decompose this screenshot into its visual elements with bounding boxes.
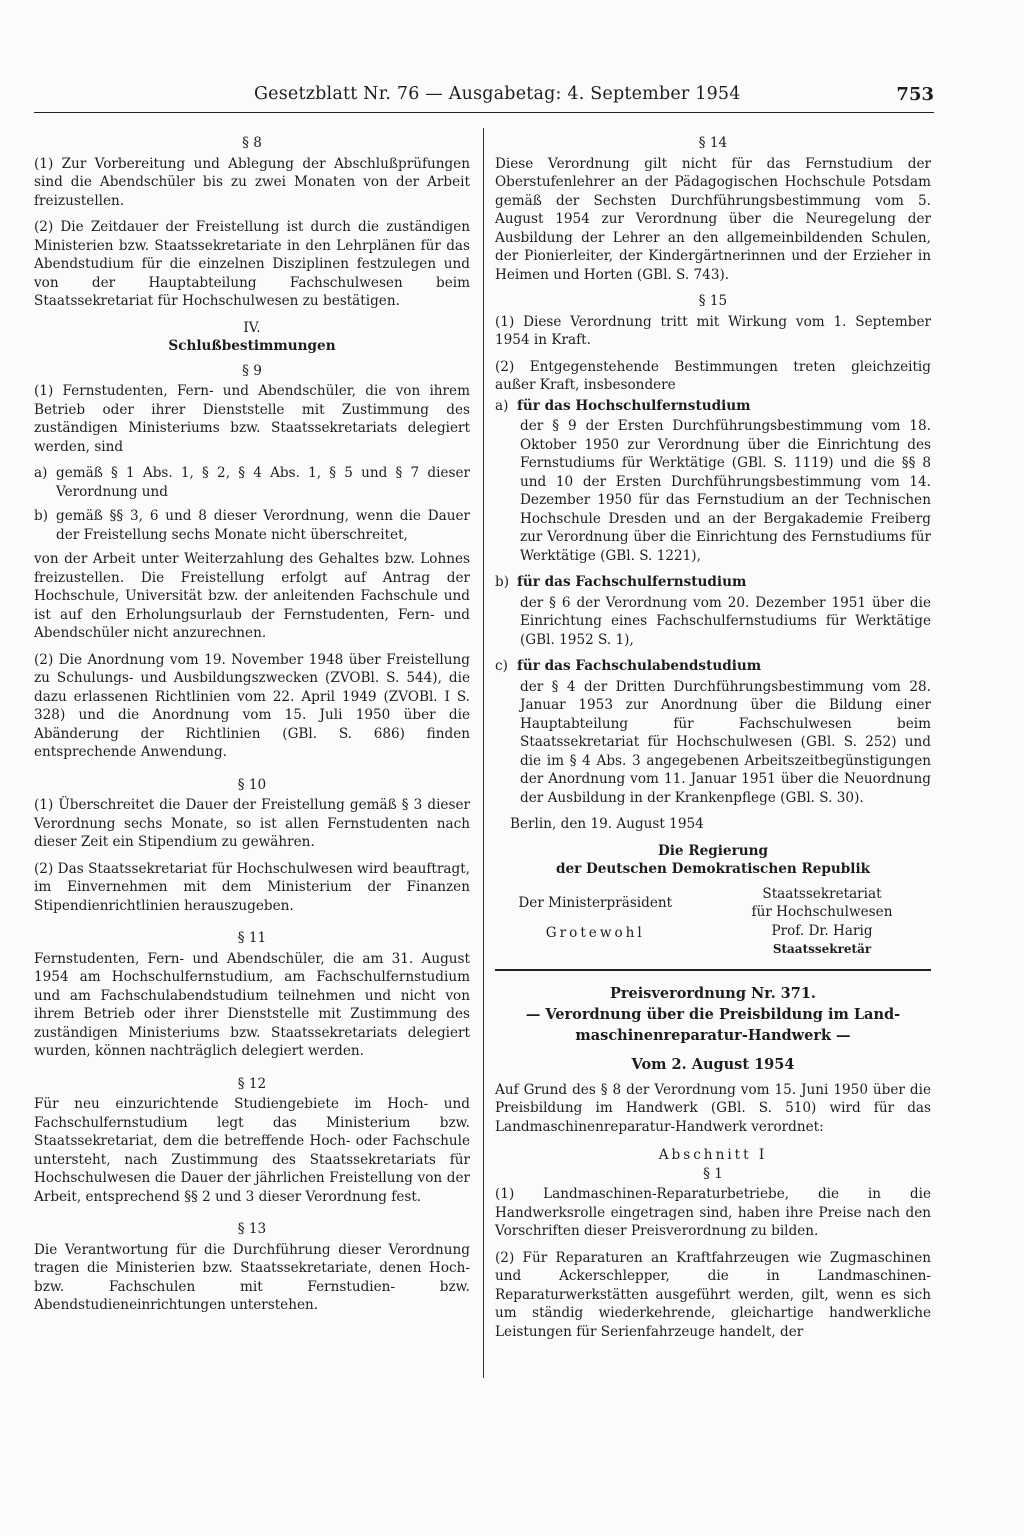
signer-left-role: Der Ministerpräsident — [518, 894, 673, 911]
item-label: b) — [495, 574, 510, 590]
section-10-paragraph-1: (1) Überschreitet die Dauer der Freistellung gemäß § 3 dieser Verordnung sechs Monate, so ist allen Fernstudenten nach dieser Zeit ein Stipendium zu gewähren. — [34, 797, 470, 850]
section-9-paragraph-1: (1) Fernstudenten, Fern- und Abendschüler, die von ihrem Betrieb oder ihrer Dienststelle mit Zustimmung des zuständigen Ministeriums bzw. Staatssekretariats delegiert werden, sind — [34, 383, 470, 455]
part-iv-number: IV. — [243, 319, 261, 336]
signer-right-role-1: Staatssekretariat — [762, 885, 882, 902]
left-column — [34, 128, 470, 1323]
section-separator — [495, 969, 931, 971]
section-12-title: § 12 — [237, 1075, 267, 1092]
signature-block — [495, 885, 931, 959]
signer-right-role-2: für Hochschulwesen — [751, 904, 893, 920]
signature-left — [495, 885, 696, 959]
section-8-title: § 8 — [242, 135, 262, 151]
section-11-paragraph-1: Fernstudenten, Fern- und Abendschüler, die am 31. August 1954 am Hochschulfernstudium, am Fachschulfernstudium und am Fachschulabendstudium teilnehmen und nicht von ihrem Betrieb oder ihrer Dienststelle mit Zustimmung des zuständigen Ministeriums bzw. Staatssekretariats delegiert wurden, können nachträglich delegiert werden. — [34, 950, 470, 1059]
price-ordinance-intro: Auf Grund des § 8 der Verordnung vom 15. Juni 1950 über die Preisbildung im Handwerk (GBl. S. 510) wird für das Landmaschinenreparatur-Handwerk verordnet: — [495, 1081, 931, 1135]
item-label: a) — [495, 397, 509, 414]
section-9-item-b — [34, 507, 470, 544]
section-14-title: § 14 — [698, 135, 728, 151]
section-8-paragraph-1: (1) Zur Vorbereitung und Ablegung der Abschlußprüfungen sind die Abendschüler bis zu zwei Monaten von der Arbeit freizustellen. — [34, 155, 470, 209]
page-header — [34, 84, 934, 114]
signature-right — [713, 885, 931, 959]
section-12-paragraph-1: Für neu einzurichtende Studiengebiete im Hoch- und Fachschulfernstudium legt das Ministerium bzw. Staatssekretariat, dem die betreffende Hoch- oder Fachschule untersteht, nach Zustimmung des Staatssekretariats für Hochschulwesen die Dauer der jährlichen Freistellung von der Arbeit, entsprechend §§ 2 und 3 dieser Verordnung fest. — [34, 1096, 470, 1205]
section-11-title: § 11 — [237, 930, 267, 946]
section-15-item-a-text: der § 9 der Ersten Durchführungsbestimmung vom 18. Oktober 1950 zur Verordnung über die Einrichtung des Fernstudiums für Werktätige (GBl. S. 1119) und die §§ 8 und 10 der Ersten Durchführungsbestimmung vom 14. Dezember 1950 für das Fernstudium an der Technischen Hochschule Dresden und an der Bergakademie Freiberg zur Verordnung über die Einrichtung des Fernstudiums für Werktätige (GBl. S. 1221), — [520, 418, 931, 564]
section-15-paragraph-1: (1) Diese Verordnung tritt mit Wirkung vom 1. September 1954 in Kraft. — [495, 313, 931, 348]
section-10-paragraph-2: (2) Das Staatssekretariat für Hochschulwesen wird beauftragt, im Einvernehmen mit dem Ministerium der Finanzen Stipendienrichtlinien herauszugeben. — [34, 860, 470, 914]
signer-right-title: Staatssekretär — [772, 942, 872, 956]
column-divider — [483, 128, 484, 1378]
section-8-paragraph-2: (2) Die Zeitdauer der Freistellung ist durch die zuständigen Ministerien bzw. Staatssekretariate in den Lehrplänen für das Abendstudium für die einzelnen Disziplinen festzulegen und von der Hauptabteilung Fachschulwesen beim Staatssekretariat für Hochschulwesen zu bestätigen. — [34, 219, 470, 309]
section-9-paragraph-1-continued: von der Arbeit unter Weiterzahlung des Gehaltes bzw. Lohnes freizustellen. Die Freistellung erfolgt auf Antrag der Hochschule, Universität bzw. der anleitenden Fachschule und ist auf den Erholungsurlaub der Fernstudenten, Fern- und Abendschüler nicht anzurechnen. — [34, 551, 470, 641]
abschnitt-heading: Abschnitt I — [658, 1147, 768, 1163]
part-iv-title: Schlußbestimmungen — [168, 338, 336, 354]
item-text: gemäß §§ 3, 6 und 8 dieser Verordnung, wenn die Dauer der Freistellung sechs Monate nicht überschreitet, — [56, 508, 470, 543]
section-15-item-c — [495, 657, 931, 676]
section-15-item-b — [495, 573, 931, 592]
item-label: a) — [34, 465, 48, 481]
section-15-item-c-text: der § 4 der Dritten Durchführungsbestimmung vom 28. Januar 1953 zur Anordnung über die Bildung einer Hauptabteilung für Fachschulwesen beim Staatssekretariat für Hochschulwesen (GBl. S. 252) und die im § 4 Abs. 3 angegebenen Arbeitszeitbegünstigungen der Anordnung vom 11. Januar 1951 über die Neuordnung der Ausbildung in der Krankenpflege (GBl. S. 30). — [520, 678, 931, 806]
section-13-paragraph-1: Die Verantwortung für die Durchführung dieser Verordnung tragen die Ministerien bzw. Staatssekretariate, denen Hoch- bzw. Fachschulen mit Fernstudien- bzw. Abendstudieneinrichtungen unterstehen. — [34, 1241, 470, 1313]
government-line-2: der Deutschen Demokratischen Republik — [555, 861, 871, 877]
section-10-title: § 10 — [237, 776, 267, 793]
item-label: c) — [495, 658, 508, 674]
signer-right-name: Prof. Dr. Harig — [771, 922, 873, 939]
header-title: Gesetzblatt Nr. 76 — Ausgabetag: 4. September 1954 — [254, 84, 741, 104]
price-ordinance-section-1-title: § 1 — [703, 1165, 723, 1182]
section-9-item-a — [34, 464, 470, 501]
item-heading: für das Fachschulabendstudium — [517, 658, 762, 674]
section-13-title: § 13 — [237, 1221, 267, 1237]
place-and-date: Berlin, den 19. August 1954 — [510, 816, 704, 832]
price-ordinance-date: Vom 2. August 1954 — [631, 1055, 795, 1073]
item-heading: für das Hochschulfernstudium — [517, 397, 751, 414]
section-14-paragraph-1: Diese Verordnung gilt nicht für das Fernstudium der Oberstufenlehrer an der Pädagogischen Hochschule Potsdam gemäß der Sechsten Durchführungsbestimmung vom 5. August 1954 zur Verordnung über die Neuregelung der Ausbildung der Lehrer an den allgemeinbildenden Schulen, der Pionierleiter, der Kindergärtnerinnen und der Erzieher in Heimen und Horten (GBl. S. 743). — [495, 155, 931, 283]
price-ordinance-section-1-paragraph-2: (2) Für Reparaturen an Kraftfahrzeugen wie Zugmaschinen und Ackerschlepper, die in Landmaschinen-Reparaturwerkstätten ausgeführt werden, gilt, wenn es sich um ständig wiederkehrende, gleichartige handwerkliche Leistungen für Serienfahrzeuge handelt, der — [495, 1249, 931, 1340]
section-15-title: § 15 — [698, 293, 728, 309]
section-9-title: § 9 — [242, 362, 262, 379]
price-ordinance-section-1-paragraph-1: (1) Landmaschinen-Reparaturbetriebe, die in die Handwerksrolle eingetragen sind, haben ihre Preise nach den Vorschriften dieser Preisverordnung zu bilden. — [495, 1186, 931, 1239]
item-text: gemäß § 1 Abs. 1, § 2, § 4 Abs. 1, § 5 und § 7 dieser Verordnung und — [56, 465, 470, 500]
item-label: b) — [34, 508, 49, 524]
signer-left-name: Grotewohl — [545, 925, 645, 941]
price-ordinance-subtitle-2: maschinenreparatur-Handwerk — — [575, 1026, 851, 1044]
item-heading: für das Fachschulfernstudium — [517, 574, 747, 590]
section-15-item-a — [495, 397, 931, 416]
price-ordinance-subtitle-1: — Verordnung über die Preisbildung im Land- — [525, 1005, 901, 1023]
section-9-paragraph-2: (2) Die Anordnung vom 19. November 1948 über Freistellung zu Schulungs- und Ausbildungszwecken (ZVOBl. S. 544), die dazu erlassenen Richtlinien vom 22. April 1949 (ZVOBl. I S. 328) und die Anordnung vom 15. Juli 1950 über die Abänderung der Richtlinien (GBl. S. 686) finden entsprechende Anwendung. — [34, 651, 470, 760]
government-line-1: Die Regierung — [657, 842, 769, 859]
header-rule — [34, 112, 934, 113]
section-15-paragraph-2: (2) Entgegenstehende Bestimmungen treten gleichzeitig außer Kraft, insbesondere — [495, 358, 931, 393]
right-column — [495, 128, 931, 1349]
page-number: 753 — [896, 84, 934, 105]
section-15-item-b-text: der § 6 der Verordnung vom 20. Dezember 1951 über die Einrichtung eines Fachschulfernstudiums für Werktätige (GBl. 1952 S. 1), — [520, 594, 931, 648]
price-ordinance-title: Preisverordnung Nr. 371. — [610, 984, 816, 1002]
